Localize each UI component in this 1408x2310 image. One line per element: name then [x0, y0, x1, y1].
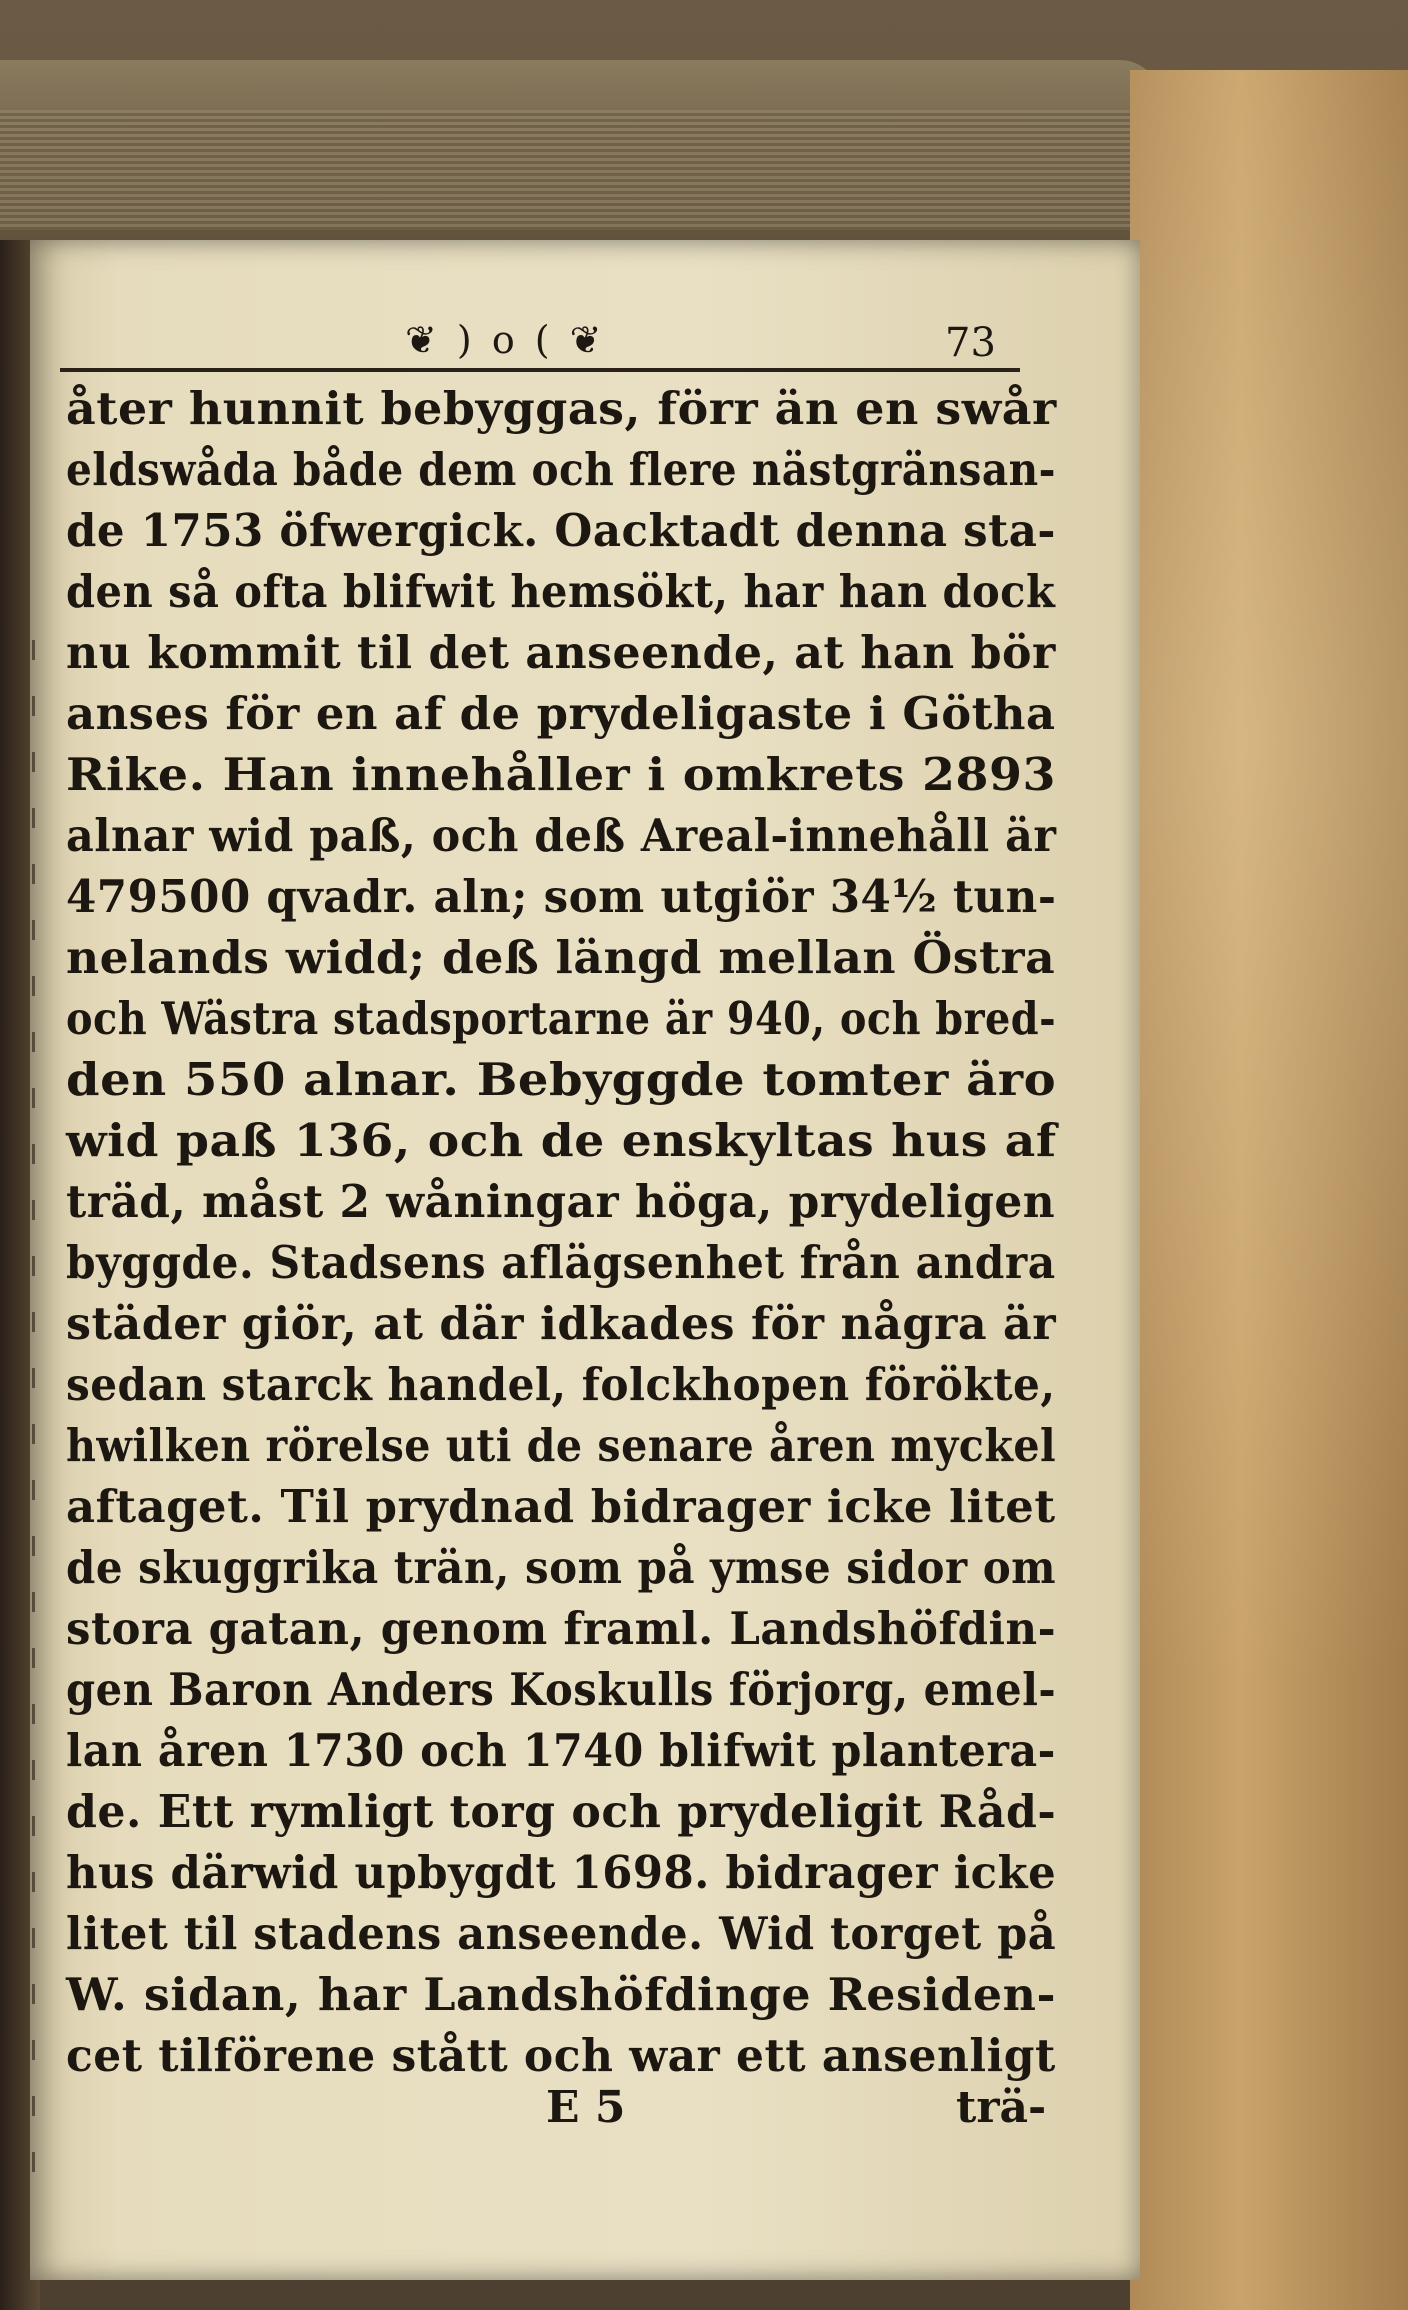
- text-line: W. sidan, har Landshöfdinge Residen-: [66, 1968, 1057, 2021]
- text-line: nelands widd; deß längd mellan Östra: [66, 931, 1056, 984]
- header-rule: [60, 368, 1020, 372]
- text-line: byggde. Stadsens aflägsenhet från andra: [66, 1236, 1056, 1289]
- text-line: Rike. Han innehåller i omkrets 2893: [66, 748, 1057, 801]
- text-line: den 550 alnar. Bebyggde tomter äro: [66, 1053, 1057, 1106]
- text-line: alnar wid paß, och deß Areal-innehåll är: [66, 809, 1057, 862]
- text-line: stora gatan, genom framl. Landshöfdin-: [66, 1602, 1057, 1655]
- text-line: eldswåda både dem och flere nästgränsan-: [66, 443, 1056, 496]
- text-line: de skuggrika trän, som på ymse sidor om: [66, 1541, 1057, 1594]
- text-line: litet til stadens anseende. Wid torget på: [66, 1907, 1057, 1960]
- text-line: wid paß 136, och de enskyltas hus af: [66, 1114, 1057, 1167]
- text-line: 479500 qvadr. aln; som utgiör 34½ tun-: [66, 870, 1057, 923]
- page-footer: [66, 2082, 1056, 2142]
- body-text: [66, 378, 1056, 2086]
- header-ornament: ❦ ) o ( ❦: [405, 318, 606, 362]
- signature-mark: E 5: [546, 2082, 626, 2133]
- text-line: träd, måst 2 wåningar höga, prydeligen: [66, 1175, 1056, 1228]
- page-number: 73: [945, 320, 996, 366]
- text-line: gen Baron Anders Koskulls förjorg, emel-: [66, 1663, 1057, 1716]
- text-line: åter hunnit bebyggas, förr än en swår: [66, 382, 1057, 435]
- text-line: och Wästra stadsportarne är 940, och bred-: [66, 992, 1057, 1045]
- text-line: de. Ett rymligt torg och prydeligit Råd-: [66, 1785, 1057, 1838]
- text-line: anses för en af de prydeligaste i Götha: [66, 687, 1056, 740]
- text-line: hus därwid upbygdt 1698. bidrager icke: [66, 1846, 1057, 1899]
- text-line: hwilken rörelse uti de senare åren myckel: [66, 1419, 1057, 1472]
- text-line: den så ofta blifwit hemsökt, har han dock: [66, 565, 1056, 618]
- text-line: cet tilförene stått och war ett ansenligt: [66, 2029, 1056, 2082]
- opposite-page-bleed: [32, 640, 52, 2310]
- text-line: städer giör, at där idkades för några är: [66, 1297, 1057, 1350]
- text-line: aftaget. Til prydnad bidrager icke litet: [66, 1480, 1056, 1533]
- text-line: lan åren 1730 och 1740 blifwit plantera-: [66, 1724, 1056, 1777]
- book-page: [30, 240, 1140, 2280]
- text-line: de 1753 öfwergick. Oacktadt denna sta-: [66, 504, 1056, 557]
- text-line: sedan starck handel, folckhopen förökte,: [66, 1358, 1056, 1411]
- page-edges: [0, 110, 1130, 230]
- page-header: [60, 318, 1020, 368]
- text-line: nu kommit til det anseende, at han bör: [66, 626, 1056, 679]
- book-cover: [1130, 70, 1408, 2310]
- catchword: trä-: [956, 2082, 1047, 2133]
